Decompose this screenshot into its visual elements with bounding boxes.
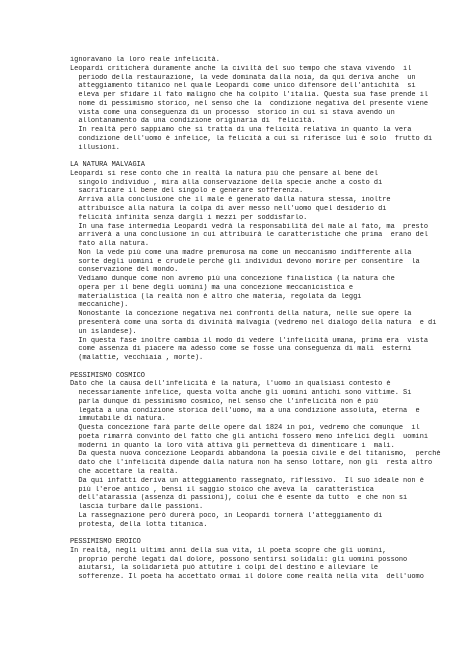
text-line: come assenza di piacere ma adesso come se fosse una conseguenza di mali esterni <box>70 345 412 354</box>
text-line: nome di pessimismo storico, nel senso che la condizione negativa del presente viene <box>70 99 429 108</box>
text-line: moderni in quanto la loro vità attiva gli permetteva di dimenticare i mali. <box>70 441 395 450</box>
text-line: atteggiamento titanico nel quale Leopardi come unico difensore dell'antichità si <box>70 82 416 91</box>
text-line: Questa concezione farà parte delle opere dal 1824 in poi, vedremo che comunque il <box>70 424 420 433</box>
text-line: dato che l'infelicità dipende dalla natura non ha senso lottare, non gli resta altro <box>70 459 433 468</box>
text-line: materialistica (la realtà non è altro che materia, regolata da leggi <box>70 292 362 301</box>
section-heading: LA NATURA MALVAGIA <box>70 161 145 170</box>
text-line: parla dunque di pessimismo cosmico, nel senso che l'infelicità non è più <box>70 397 379 406</box>
text-line: sacrificare il bene del singolo e generare sofferenza. <box>70 187 304 196</box>
text-line: In questa fase inoltre cambia il modo di vedere l'infelicità umana, prima era vista <box>70 336 429 345</box>
text-line: opera per il bene degli uomini) ma una concezione meccanicistica e <box>70 283 354 292</box>
text-line: attribuisce alla natura la colpa di aver messo nell'uomo quel desiderio di <box>70 205 387 214</box>
text-line: necessariamente infelice, questa volta anche gli uomini antichi sono vittime. Si <box>70 389 412 398</box>
text-line: periodo della restaurazione, la vede dominata dalla noia, da qui deriva anche un <box>70 73 416 82</box>
text-line: meccaniche). <box>70 301 129 310</box>
text-line: (malattie, vecchiaia , morte). <box>70 354 204 363</box>
text-line: illusioni. <box>70 143 120 152</box>
text-line: Leopardi si rese conto che in realtà la natura più che pensare al bene del <box>70 169 379 178</box>
text-line: Dato che la causa dell'infelicità è la natura, l'uomo in qualsiasi contesto è <box>70 380 391 389</box>
section-heading: PESSIMISMO COSMICO <box>70 371 145 380</box>
text-line: felicità infinita senza dargli i mezzi per soddisfarlo. <box>70 213 308 222</box>
text-line: conservazione del mondo. <box>70 266 179 275</box>
section-heading: PESSIMISMO EROICO <box>70 538 141 547</box>
text-line: eleva per sfidare il fato maligno che ha colpito l'italia. Questa sua fase prende il <box>70 91 429 100</box>
text-line: Non la vede più come una madre premurosa ma come un meccanismo indifferente alla <box>70 248 412 257</box>
text-line: In realtà però sappiamo che si tratta di una felicità relativa in quanto la vera <box>70 126 412 135</box>
paragraph-gap <box>70 529 458 538</box>
text-line: condizione dell'uomo è infelice, la felicità a cui si riferisce lui è solo frutto di <box>70 134 433 143</box>
text-line: sorte degli uomini e crudele perché gli individui devono morire per consentire la <box>70 257 420 266</box>
text-line: arriverà a una conclusione in cui attribuirà le caratteristiche che prima erano del <box>70 231 429 240</box>
text-line: singolo individuo , mira alla conservazione della specie anche a costo di <box>70 178 383 187</box>
paragraph-gap <box>70 363 458 372</box>
text-line: Da qui infatti deriva un atteggiamento rassegnato, riflessivo. Il suo ideale non è <box>70 476 424 485</box>
text-line: allontanamento da una condizione originaria di felicità. <box>70 117 316 126</box>
text-line: In realtà, negli ultimi anni della sua vita, il poeta scopre che gli uomini, <box>70 546 387 555</box>
text-line: In una fase intermedia Leopardi vedrà la responsabilità del male al fato, ma presto <box>70 222 429 231</box>
text-line: Vediamo dunque come non avremo più una concezione finalistica (la natura che <box>70 275 395 284</box>
text-line: lascia turbare dalle passioni. <box>70 503 204 512</box>
text-line: proprio perché legati dal dolore, possono sentirsi solidali: gli uomini possono <box>70 555 408 564</box>
text-line: dell'atarassia (assenza di passioni), colui che è esente da tutto e che non si <box>70 494 408 503</box>
text-line: ignoravano la loro reale infelicità. <box>70 56 220 64</box>
text-line: legata a una condizione storica dell'uomo, ma a una condizione assoluta, eterna e <box>70 406 420 415</box>
text-line: protesta, della lotta titanica. <box>70 520 208 529</box>
text-line: fato alla natura. <box>70 240 150 249</box>
text-line: più l'eroe antico , bensì il saggio stoico che aveva la caratteristica <box>70 485 374 494</box>
text-line: presenterà come una sorta di divinità malvagia (vedremo nel dialogo della natura e di <box>70 318 437 327</box>
text-line: vista come una conseguenza di un processo storico in cui si stava avendo un <box>70 108 395 117</box>
text-line: Leopardi criticherà duramente anche la civiltà del suo tempo che stava vivendo il <box>70 64 412 73</box>
text-line: aiutarsi, la solidarietà può attutire i colpi del destino e alleviare le <box>70 564 379 573</box>
text-line: Da questa nuova concezione Leopardi abbandona la poesia civile e del titanismo, perché <box>70 450 441 459</box>
text-line: Arriva alla conclusione che il male è generato dalla natura stessa, inoltre <box>70 196 391 205</box>
text-line: Nonostante la concezione negativa nei confronti della natura, nelle sue opere la <box>70 310 412 319</box>
text-line: un islandese). <box>70 327 137 336</box>
text-line: che accettare la realtà. <box>70 467 179 476</box>
text-line: immutabile di natura. <box>70 415 166 424</box>
text-line: La rassegnazione però durerà poco, in Leopardi tornerà l'atteggiamento di <box>70 511 383 520</box>
text-line: sofferenze. Il poeta ha accettato ormai il dolore come realtà nella vita dell'uomo <box>70 573 424 582</box>
paragraph-gap <box>70 152 458 161</box>
text-line: poeta rimarrà convinto del fatto che gli antichi fossero meno infelici degli uomini <box>70 432 429 441</box>
